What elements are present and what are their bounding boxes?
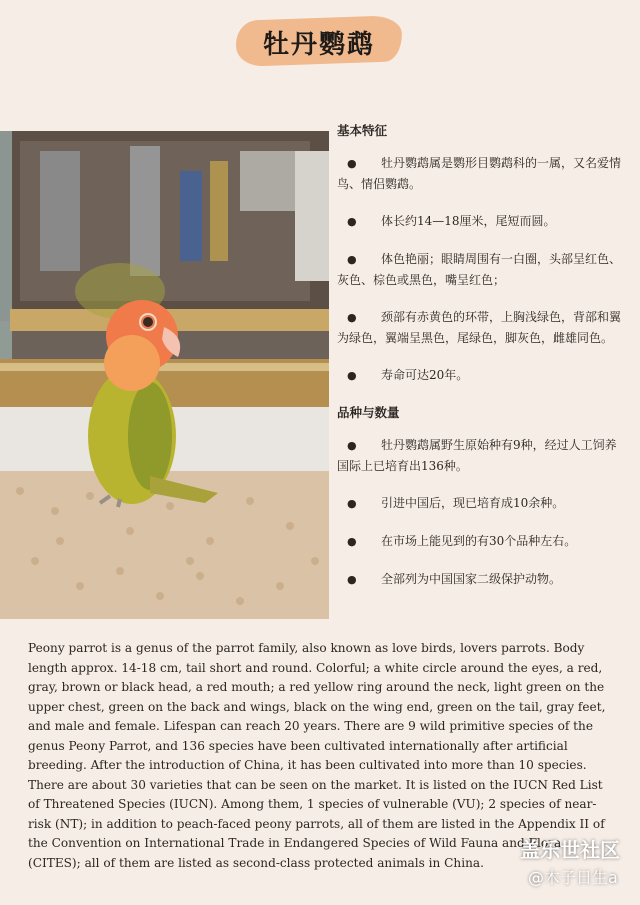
bullet-dot: ● xyxy=(347,311,357,324)
english-description: Peony parrot is a genus of the parrot family, also known as love birds, lovers parrots. Body length approx. 14-18 cm, tail short and round. Colorful; a white circle around the eyes, a red, gray, brown or black head, a red mouth; a red yellow ring around the neck, light green on the upper chest, green on the back and wings, black on the wing end, green on the tail, gray feet, and male and female. Lifespan can reach 20 years. There are 9 wild primitive species of the genus Peony Parrot, and 136 species have been cultivated internationally after artificial breeding. After the introduction of China, it has been cultivated into more than 10 species. There are about 30 varieties that can be seen on the market. It is listed on the IUCN Red List of Threatened Species (IUCN). Among them, 1 species of vulnerable (VU); 2 species of near-risk (NT); in addition to peach-faced peony parrots, all of them are listed in the Appendix II of the Convention on International Trade in Endangered Species of Wild Fauna and Flora (CITES); all of them are listed as second-class protected animals in China. xyxy=(28,641,606,870)
page-title: 牡丹鹦鹉 xyxy=(262,30,375,60)
fact-item xyxy=(337,307,627,348)
fact-item xyxy=(337,365,627,386)
fact-item xyxy=(337,531,627,552)
parrot-illustration xyxy=(0,131,329,619)
bullet-dot: ● xyxy=(347,497,357,510)
title-banner xyxy=(236,18,402,64)
fact-text: 引进中国后，现已培育成10余种。 xyxy=(381,496,565,510)
fact-text: 颈部有赤黄色的环带，上胸浅绿色，背部和翼为绿色，翼端呈黑色，尾绿色，脚灰色，雌雄同色。 xyxy=(337,310,622,345)
bullet-dot: ● xyxy=(347,215,357,228)
fact-text: 牡丹鹦鹉属是鹦形目鹦鹉科的一属，又名爱情鸟、情侣鹦鹉。 xyxy=(337,156,622,191)
bullet-dot: ● xyxy=(347,573,357,586)
fact-text: 在市场上能见到的有30个品种左右。 xyxy=(381,534,577,548)
fact-item xyxy=(337,211,627,232)
fact-text: 寿命可达20年。 xyxy=(381,368,469,382)
fact-text: 体色艳丽；眼睛周围有一白圈，头部呈红色、灰色、棕色或黑色，嘴呈红色； xyxy=(337,252,622,287)
fact-item xyxy=(337,435,627,476)
fact-text: 体长约14—18厘米，尾短而圆。 xyxy=(381,214,556,228)
fact-item xyxy=(337,153,627,194)
bullet-dot: ● xyxy=(347,439,357,452)
fact-text: 全部列为中国国家二级保护动物。 xyxy=(381,572,562,586)
section-heading-varieties: 品种与数量 xyxy=(337,405,400,420)
bullet-dot: ● xyxy=(347,535,357,548)
bullet-dot: ● xyxy=(347,157,357,170)
bullet-dot: ● xyxy=(347,253,357,266)
chinese-facts-column xyxy=(337,121,627,607)
fact-item xyxy=(337,569,627,590)
section-heading-basic-features: 基本特征 xyxy=(337,123,388,138)
watermark-author: @木子日生a xyxy=(528,868,618,887)
watermark-community: 盖乐世社区 xyxy=(520,838,620,862)
parrot-photo xyxy=(0,131,329,619)
fact-text: 牡丹鹦鹉属野生原始种有9种，经过人工饲养国际上已培育出136种。 xyxy=(337,438,617,473)
fact-item xyxy=(337,249,627,290)
bullet-dot: ● xyxy=(347,369,357,382)
fact-item xyxy=(337,493,627,514)
